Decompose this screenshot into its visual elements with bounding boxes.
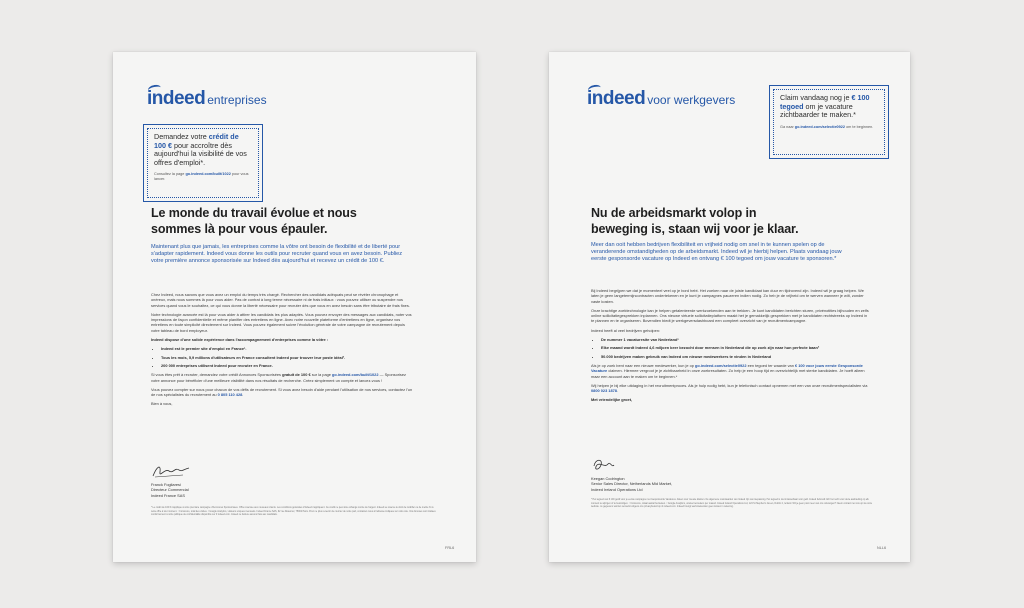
body-paragraph: Onze krachtige zoektechnologie kan je helpen getalenteerde werkzoekenden aan te trekken. Je kunt kandidaten berichten sturen, privénotities bijhouden en zelfs online sollicitatiegesprekken inplannen. Ons nieuwe virtuele sollicitatieplatform maakt het je gemakkelijk gesprekken met je kandidaten rechtstreeks op Indeed in te plannen en te organiseren. Bovendien biedt je werkgeversdashboard een compleet overzicht van je recruitmentcampagne.	[591, 307, 869, 324]
promo-link[interactable]: go.indeed.com/built/1022	[185, 172, 231, 177]
cta-link[interactable]: go.indeed.com/built/1022	[332, 372, 379, 378]
body-paragraph: Notre technologie avancée est là pour vous aider à attirer les candidats les plus adaptés. Vous pouvez envoyer des messages aux candidats, noter vos impressions de façon confidentielle et même planifier des entretiens en ligne. Avec notre nouvelle plateforme d'entretiens en ligne, organisez vos entretiens en toute simplicité directement sur Indeed. Vous pouvez également suivre l'évolution générale de votre campagne de recrutement depuis votre tableau de bord employeur.	[151, 311, 412, 333]
list-item: • De nummer 1 vacaturesite van Nederland¹	[601, 337, 871, 342]
logo-brand: indeed	[147, 88, 206, 109]
contact-paragraph: Wij helpen je bij elke uitdaging in het recruitmentproces. Als je hulp nodig hebt, kun je telefonisch contact opnemen met een van onze recruitmentspecialisten via 0800 023 1878.	[591, 382, 868, 394]
fine-print: * Le crédit de 100 € s'applique à votre première campagne d'Annonces Sponsorisées. Offre réservée aux nouveaux clients. Les conditions générales d'Indeed s'appliquent. Ce crédit ne peut être échangé contre de l'argent. Indeed se réserve le droit de modifier ou de mettre fin à cette offre à tout moment. ¹ Comscore, total des visites. ² Google Analytics, visiteurs uniques mensuels. Indeed France SAS, 92 rue Réaumur, 75002 Paris. Pour ne plus recevoir de courrier de notre part, contactez-nous à l'adresse indiquée sur notre site. Vos données sont traitées conformément à notre politique de confidentialité disponible sur fr.indeed.com. Indeed ne facture aucuns frais aux candidats.	[151, 507, 436, 517]
cta-link[interactable]: go.indeed.com/selectie0922	[695, 362, 747, 368]
letter-body	[151, 292, 413, 411]
promo-link[interactable]: go.indeed.com/selectie0922	[794, 124, 846, 129]
stats-list	[591, 337, 871, 359]
indeed-entreprises-logo	[147, 88, 267, 110]
lead-paragraph: Maintenant plus que jamais, les entreprises comme la vôtre ont besoin de flexibilité et de liberté pour s'adapter rapidement. Indeed vous donne les outils pour recruter quand vous en avez besoin. Publiez votre première annonce sponsorisée sur Indeed dès aujourd'hui et recevez un crédit de 100 €.	[151, 244, 403, 265]
cta-paragraph: Als je op zoek bent naar een nieuwe medewerker, kun je op go.indeed.com/selectie0922 een tegoed ter waarde van € 100 voor jouw eerste Gesponsorde Vacature claimen. Hiermee vergroot je je zichtbaarheid in onze zoekresultaten. Zo help je een hoop tijd en overzichtelijk met sterke kandidaten. Je hoeft alleen maar een account aan te maken om te beginnen.*	[591, 362, 865, 379]
signer-block	[591, 476, 672, 492]
signer-company: Indeed France SAS	[151, 492, 185, 498]
promo-box	[769, 85, 889, 159]
logo-suffix: voor werkgevers	[647, 93, 736, 107]
fine-print: * Het tegoed van € 100 geldt voor je eerste campagne met Gesponsorde Vacatures. Alleen voor nieuwe klanten. De algemene voorwaarden van Indeed zijn van toepassing. Het tegoed is niet inwisselbaar voor geld. Indeed behoudt zich het recht voor deze aanbieding op elk moment te wijzigen of te beëindigen. ¹ Comscore, totaal aantal bezoeken. ² Google Analytics, unieke bezoekers per maand. Indeed Ireland Operations Ltd, 124 St Stephen's Green, Dublin 2, Ierland. Wil je geen post meer van ons ontvangen? Neem contact met ons op via onze website. Je gegevens worden verwerkt volgens ons privacybeleid op nl.indeed.com. Indeed brengt werkzoekenden geen kosten in rekening.	[591, 499, 873, 509]
page-code: NLL6	[877, 546, 887, 550]
list-intro: Indeed dispose d'une solide expérience dans l'accompagnement d'entreprises comme la vôtre :	[151, 337, 329, 343]
signature-image	[591, 456, 631, 474]
promo-note: Ga naar go.indeed.com/selectie0922 om te beginnen.	[780, 124, 874, 129]
cta-paragraph: Si vous êtes prêt à recruter, demandez votre crédit Annonces Sponsorisées gratuit de 100 € sur la page go.indeed.com/built/1022 — Sponsorisez votre annonce pour bénéficier d'une meilleure visibilité dans nos résultats de recherche. Créez simplement un compte et lancez-vous !	[151, 372, 406, 383]
phone-link[interactable]: 0 805 110 428	[217, 392, 243, 398]
list-item: • Tous les mois, 5,9 millions d'utilisateurs en France consultent Indeed pour trouver leur poste idéal².	[161, 355, 413, 360]
letter-page-french	[113, 52, 476, 562]
promo-box	[143, 124, 263, 202]
body-paragraph: Bij Indeed begrijpen we dat je momenteel veel op je bord hebt. Het zoeken naar de juiste kandidaat kan duur en tijdrovend zijn. Indeed wil je graag helpen. We laten je geen langetermijncontracten ondertekenen en je kunt je campagnes pauzeren indien nodig. Zo heb je de vrijheid om te werven wanneer je wilt, zonder vaste kosten.	[591, 288, 864, 304]
headline: Nu de arbeidsmarkt volop in beweging is, staan wij voor je klaar.	[591, 206, 799, 236]
signer-name: Keegan Codrington	[591, 476, 625, 481]
list-item: • Elke maand wordt Indeed 4,6 miljoen keer bezocht door mensen in Nederland die op zoek zijn naar hun perfecte baan²	[601, 345, 871, 350]
signer-title: Directeur Commercial	[151, 487, 189, 493]
signer-name: Franck Fogliaresi	[151, 482, 181, 487]
indeed-voor-werkgevers-logo	[587, 88, 735, 110]
closing: Met vriendelijke groet,	[591, 397, 633, 403]
contact-paragraph: Vous pouvez compter sur nous pour chacun de vos défis de recrutement. Si vous avez besoin d'aide pendant l'utilisation de nos services, contactez l'un de nos spécialistes du recrutement au 0 805 110 428.	[151, 386, 413, 398]
page-code: FRL6	[445, 546, 455, 550]
signature-image	[151, 462, 191, 480]
list-item: • 200 000 entreprises utilisent Indeed pour recruter en France.	[161, 363, 413, 368]
list-intro: Indeed heeft al veel bedrijven geholpen:	[591, 327, 661, 333]
letter-body	[591, 288, 871, 407]
promo-text: Claim vandaag nog je € 100 tegoed om je vacature zichtbaarder te maken.*	[780, 93, 870, 120]
closing: Bien à vous,	[151, 401, 173, 407]
promo-text: Demandez votre crédit de 100 € pour accroître dès aujourd'hui la visibilité de vos offres d'emploi*.	[154, 132, 247, 167]
stats-list	[151, 346, 413, 368]
signer-title: Senior Sales Director, Netherlands Mid Market,	[591, 481, 673, 487]
list-item: • Indeed est le premier site d'emploi en France¹.	[161, 346, 413, 351]
headline: Le monde du travail évolue et nous sommes là pour vous épauler.	[151, 206, 357, 236]
lead-paragraph: Meer dan ooit hebben bedrijven flexibiliteit en vrijheid nodig om snel in te kunnen spelen op de veranderende omstandigheden op de arbeidsmarkt. Indeed wil je hierbij helpen. Plaats vandaag jouw eerste gesponsorde vacature op Indeed en ontvang € 100 tegoed om jouw vacature te sponsoren.*	[591, 242, 842, 263]
signer-company: Indeed Ireland Operations Ltd	[591, 486, 643, 492]
signer-block	[151, 482, 189, 498]
logo-brand: indeed	[587, 88, 646, 109]
promo-note: Consultez la page go.indeed.com/built/1022 pour vous lancer.	[154, 172, 249, 182]
phone-link[interactable]: 0800 023 1878	[591, 388, 617, 394]
list-item: • 50.000 bedrijven maken gebruik van Indeed om nieuwe medewerkers te vinden in Nederland	[601, 354, 871, 359]
letter-page-dutch	[549, 52, 910, 562]
logo-suffix: entreprises	[207, 93, 267, 107]
body-paragraph: Chez Indeed, nous savons que vous avez un emploi du temps très chargé. Rechercher des candidats adéquats peut se révéler chronophage et onéreux, mais nous sommes là pour vous aider. Pas de contrat à long terme nécessaire ni de frais initiaux : vous pouvez utiliser ou suspendre nos services quand vous le souhaitez, ce qui vous donne la liberté nécessaire pour recruter dès que vous en avez besoin sans être tributaire de frais fixes.	[151, 292, 410, 308]
